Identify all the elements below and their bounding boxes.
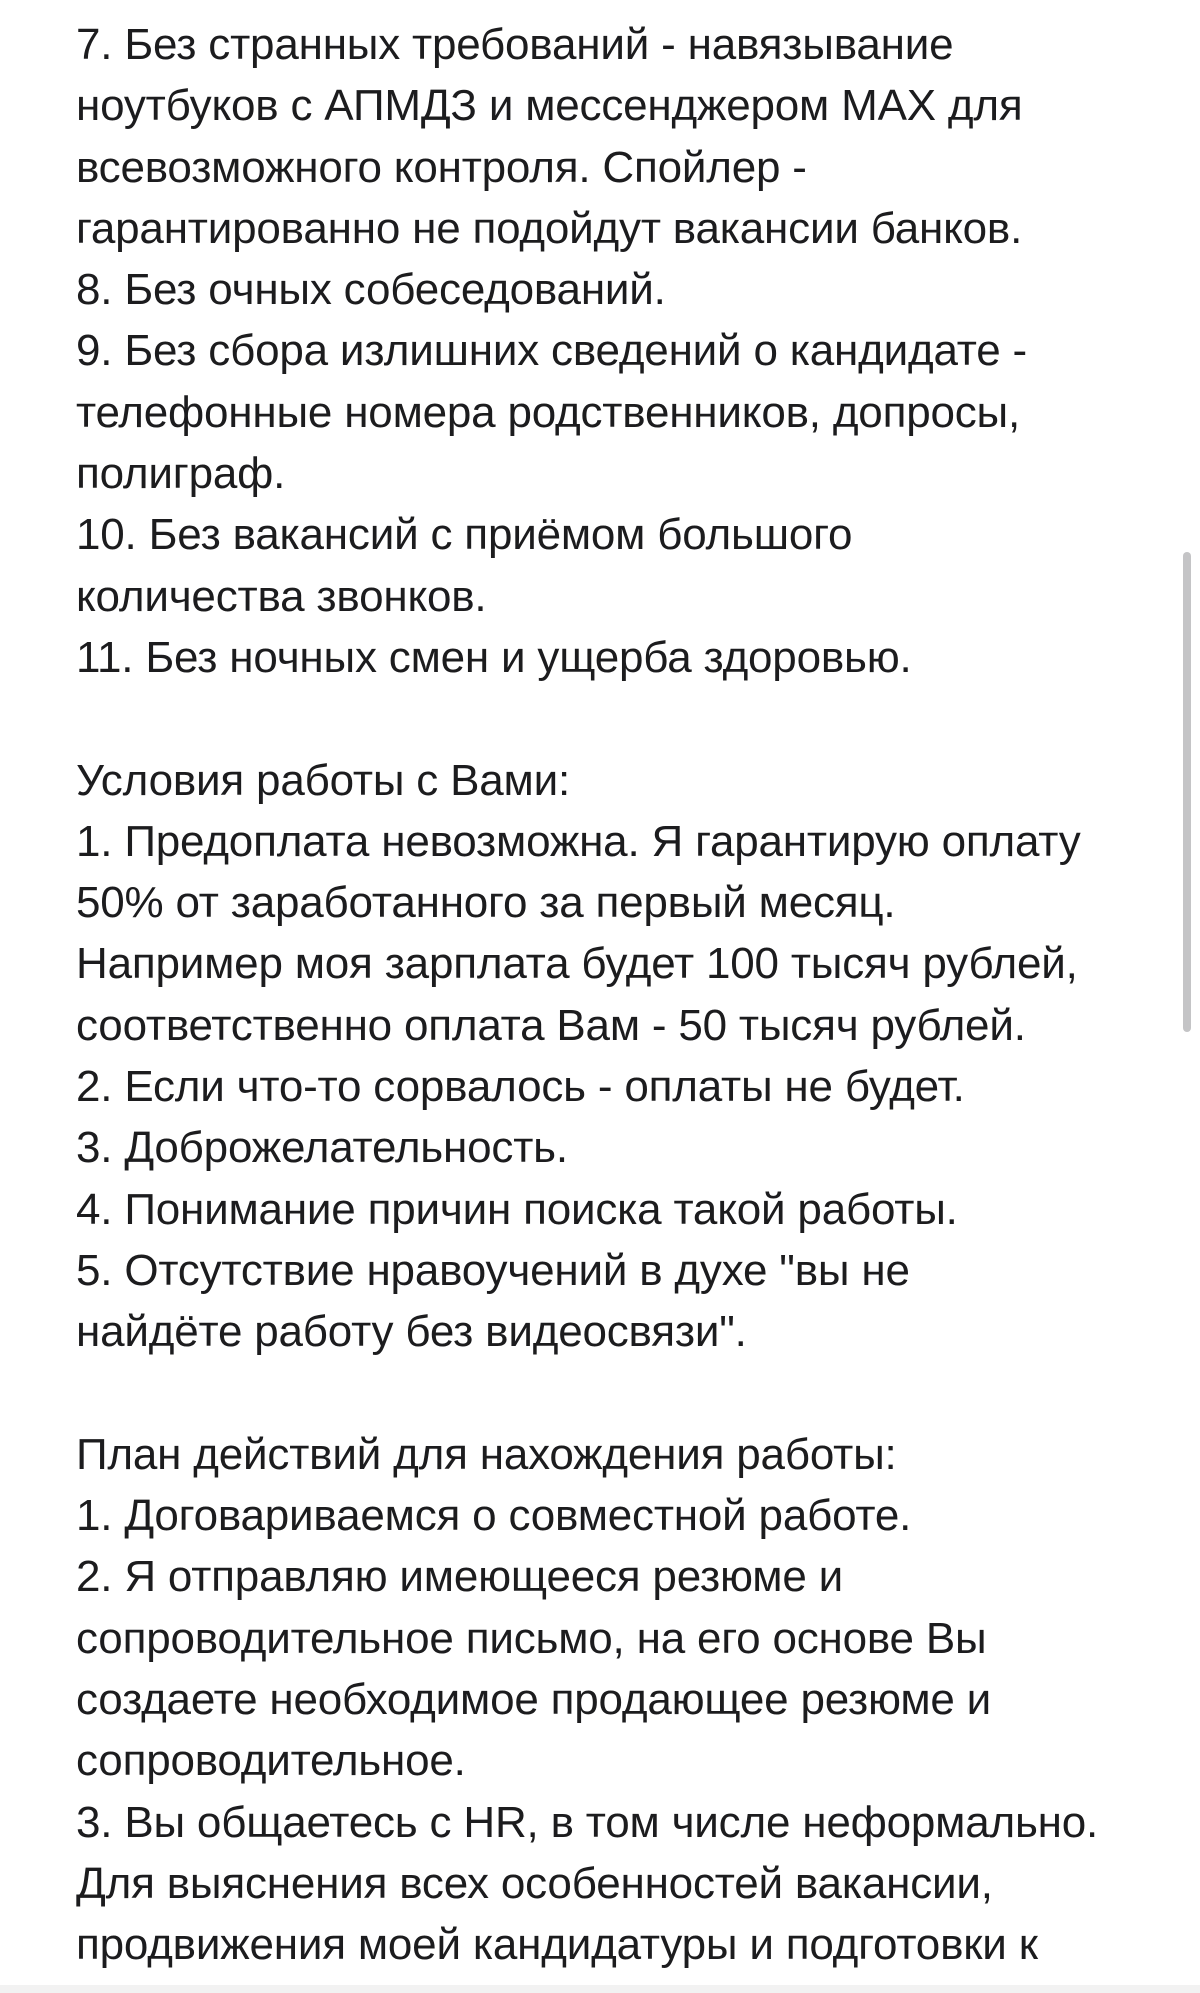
work-conditions-block	[76, 750, 1156, 1363]
text-line: всевозможного контроля. Спойлер -	[76, 142, 807, 192]
action-plan-block	[76, 1424, 1156, 1976]
text-line: найдёте работу без видеосвязи".	[76, 1307, 747, 1357]
text-line: создаете необходимое продающее резюме и	[76, 1675, 992, 1725]
text-line: 3. Доброжелательность.	[76, 1123, 568, 1173]
text-line: 2. Я отправляю имеющееся резюме и	[76, 1552, 844, 1602]
scrollbar-thumb[interactable]	[1183, 552, 1191, 1032]
text-line: ноутбуков с АПМДЗ и мессенджером MAX для	[76, 81, 1023, 131]
text-line: 10. Без вакансий с приёмом большого	[76, 510, 853, 560]
text-line: телефонные номера родственников, допросы,	[76, 387, 1020, 437]
text-line: 2. Если что-то сорвалось - оплаты не будет.	[76, 1062, 965, 1112]
paragraph-gap	[76, 1363, 1156, 1424]
section-heading: Условия работы с Вами:	[76, 755, 570, 805]
bottom-edge	[0, 1985, 1200, 1993]
text-line: Для выяснения всех особенностей вакансии,	[76, 1858, 993, 1908]
text-line: количества звонков.	[76, 571, 487, 621]
text-line: 9. Без сбора излишних сведений о кандидате -	[76, 326, 1027, 376]
text-line: 4. Понимание причин поиска такой работы.	[76, 1184, 958, 1234]
text-line: 7. Без странных требований - навязывание	[76, 20, 954, 69]
text-line: 1. Договариваемся о совместной работе.	[76, 1491, 912, 1541]
message-text	[76, 14, 1156, 1976]
text-line: соответственно оплата Вам - 50 тысяч рублей.	[76, 1000, 1026, 1050]
requirements-block	[76, 14, 1156, 688]
text-line: 50% от заработанного за первый месяц.	[76, 878, 896, 928]
text-line: 3. Вы общаетесь с HR, в том числе неформально.	[76, 1797, 1099, 1847]
text-line: 8. Без очных собеседований.	[76, 265, 666, 315]
text-line: 5. Отсутствие нравоучений в духе "вы не	[76, 1245, 910, 1295]
text-line: 11. Без ночных смен и ущерба здоровью.	[76, 632, 912, 682]
section-heading: План действий для нахождения работы:	[76, 1429, 897, 1479]
text-line: сопроводительное.	[76, 1736, 466, 1786]
text-line: гарантированно не подойдут вакансии банков.	[76, 203, 1023, 253]
text-line: сопроводительное письмо, на его основе Вы	[76, 1613, 987, 1663]
text-line: Например моя зарплата будет 100 тысяч рублей,	[76, 939, 1078, 989]
text-line: полиграф.	[76, 449, 286, 499]
paragraph-gap	[76, 688, 1156, 749]
text-line: продвижения моей кандидатуры и подготовки к	[76, 1920, 1038, 1970]
text-line: 1. Предоплата невозможна. Я гарантирую оплату	[76, 816, 1081, 866]
